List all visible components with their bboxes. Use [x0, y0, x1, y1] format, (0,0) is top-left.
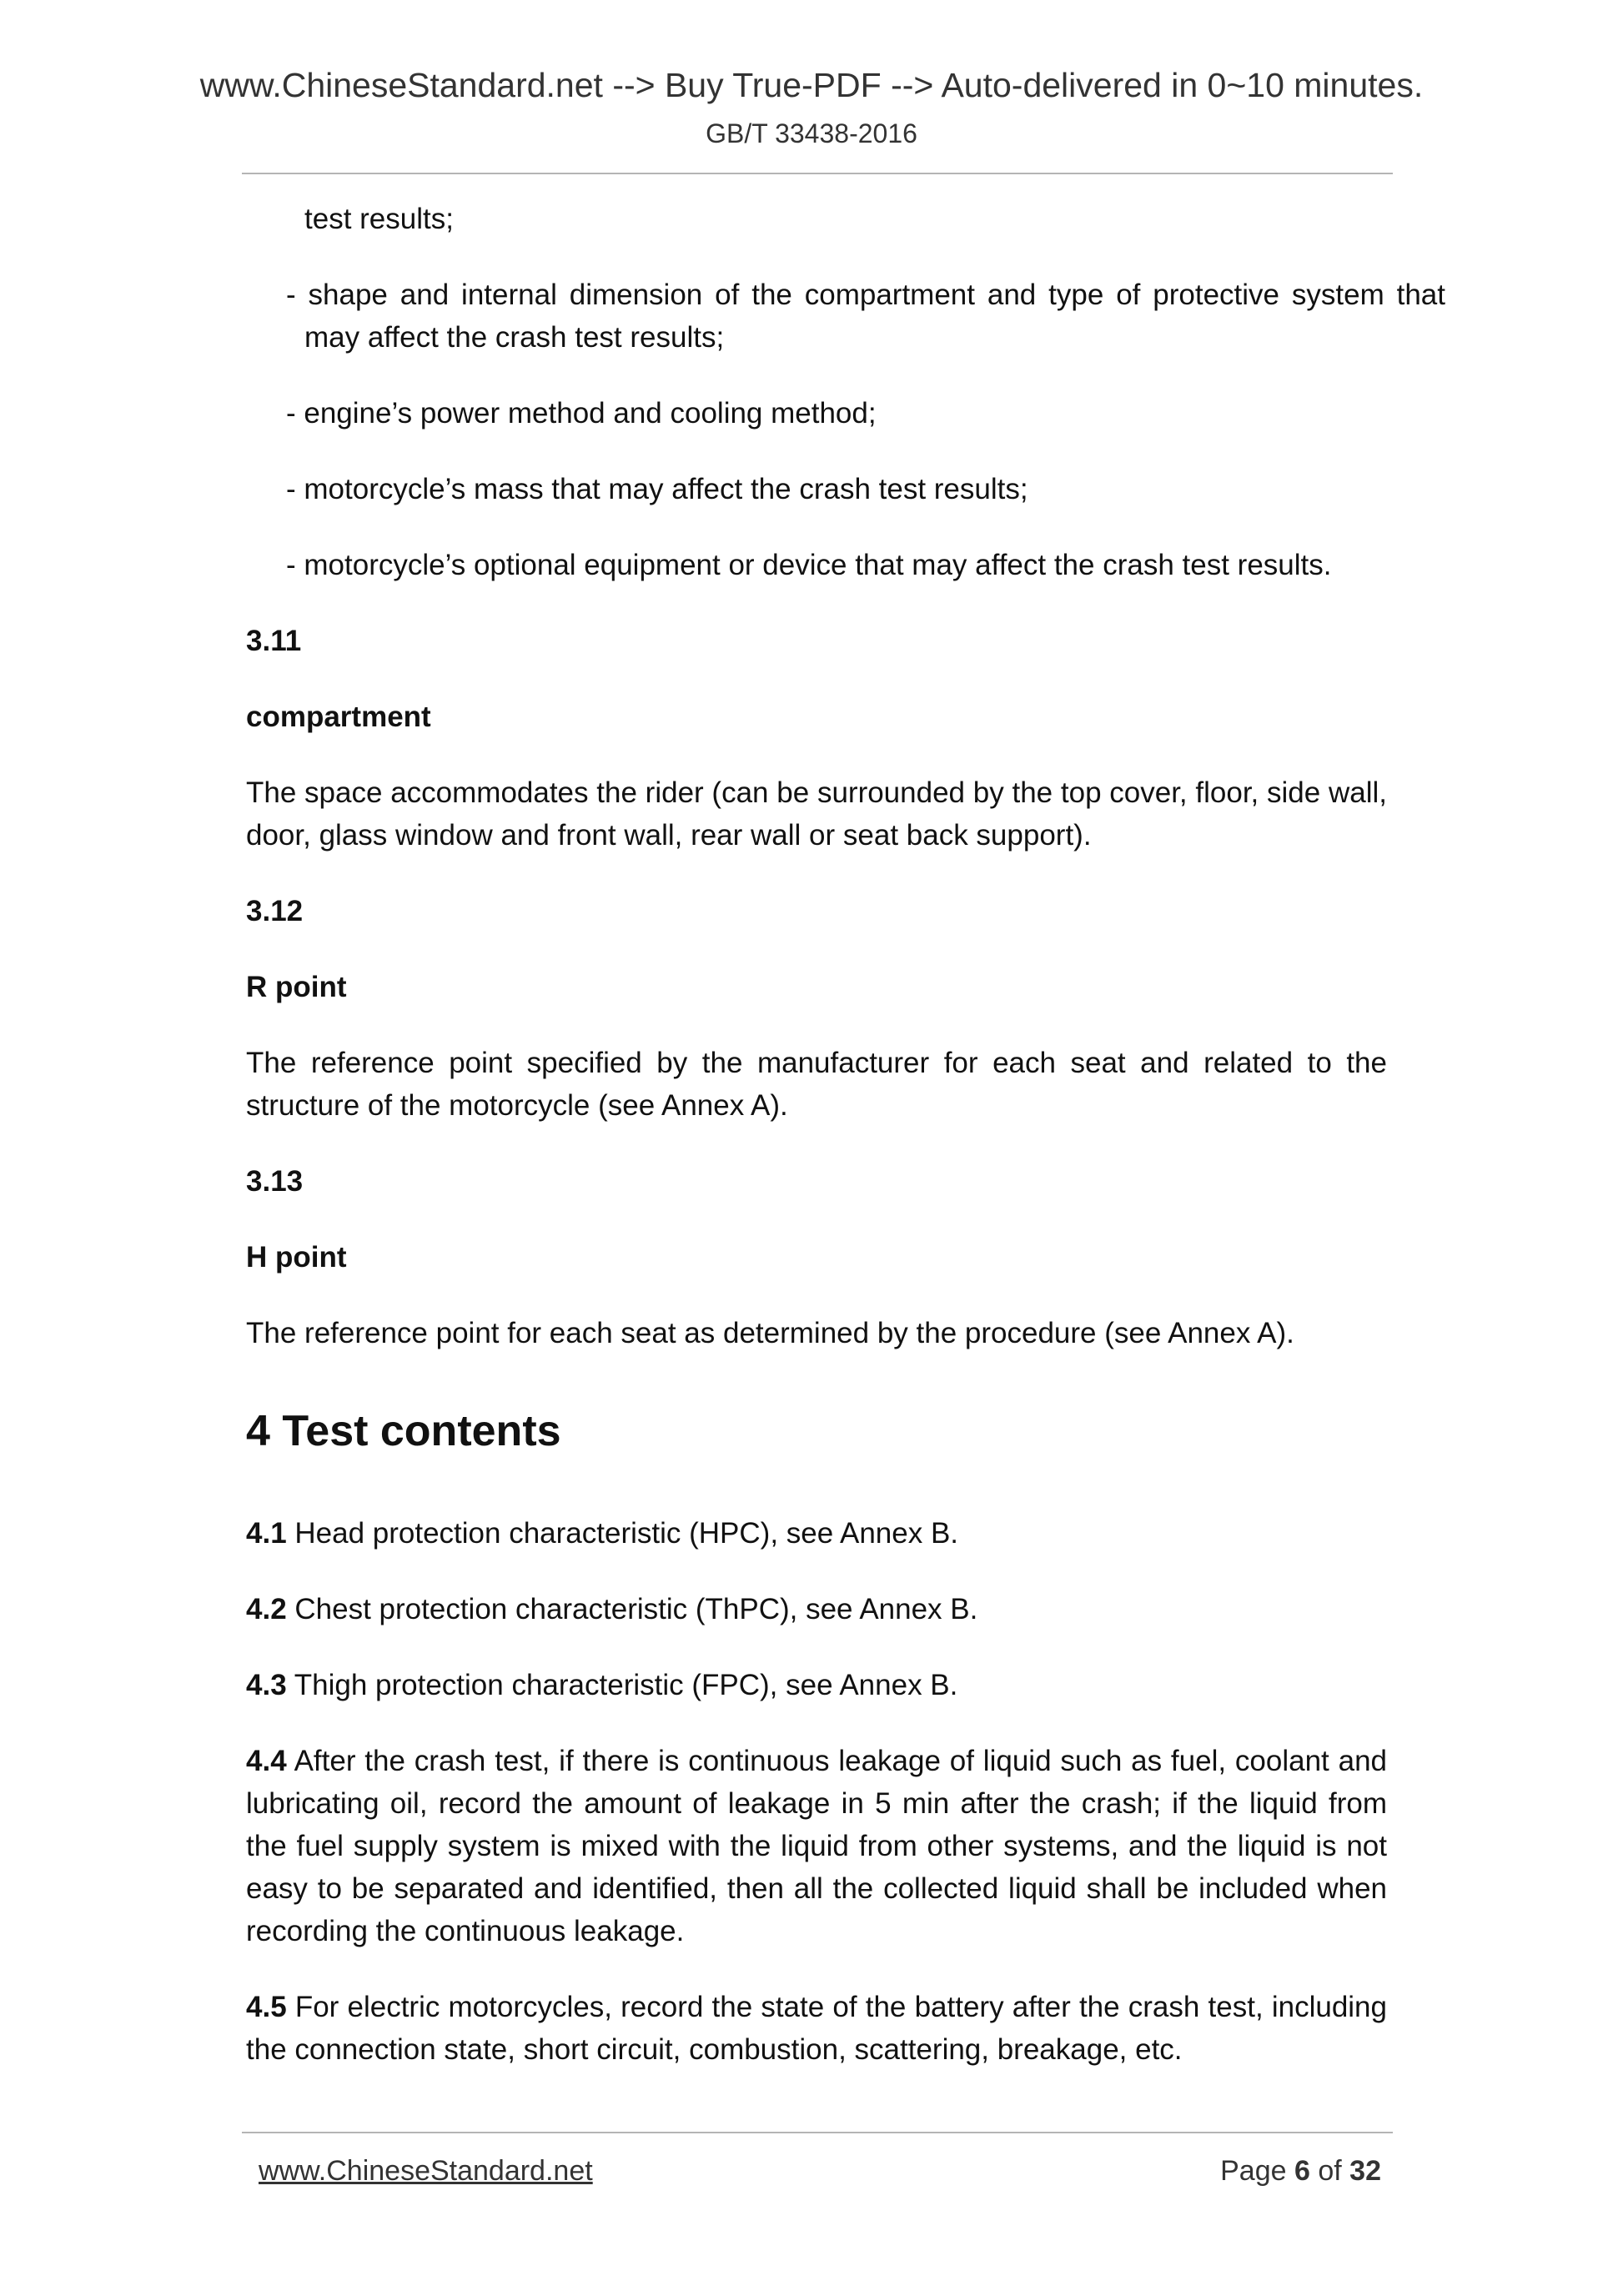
definition-number: 3.13 — [246, 1165, 304, 1198]
bullet-item: - engine’s power method and cooling method; — [286, 397, 877, 430]
standard-code: GB/T 33438-2016 — [706, 118, 917, 148]
clause-number: 4.1 — [246, 1517, 287, 1550]
clause — [246, 1512, 1387, 1555]
bullet-item: - motorcycle’s mass that may affect the crash test results; — [286, 473, 1028, 505]
definition-term: compartment — [246, 701, 431, 733]
clause-text: Thigh protection characteristic (FPC), see Annex B. — [294, 1669, 958, 1701]
clause-number: 4.3 — [246, 1669, 287, 1701]
footer-site-link[interactable]: www.ChineseStandard.net — [259, 2155, 593, 2187]
footer-divider — [242, 2132, 1393, 2133]
page-current: 6 — [1294, 2155, 1310, 2187]
page-of: of — [1318, 2155, 1342, 2187]
clause — [246, 1588, 1387, 1630]
definition-term: H point — [246, 1241, 347, 1274]
continued-line: test results; — [304, 203, 454, 235]
clause-number: 4.2 — [246, 1593, 287, 1625]
clause-text: For electric motorcycles, record the state of the battery after the crash test, including the connection state, short circuit, combustion, scattering, breakage, etc. — [246, 1991, 1387, 2066]
clause-number: 4.4 — [246, 1745, 287, 1777]
header-divider — [242, 173, 1393, 174]
section-heading: 4 Test contents — [246, 1407, 561, 1455]
definition-text: The reference point for each seat as determined by the procedure (see Annex A). — [246, 1317, 1294, 1349]
bullet-item: - motorcycle’s optional equipment or device that may affect the crash test results. — [286, 549, 1332, 581]
clause-text: Chest protection characteristic (ThPC), see Annex B. — [294, 1593, 978, 1625]
clause-text: After the crash test, if there is continuous leakage of liquid such as fuel, coolant and lubricating oil, record the amount of leakage in 5 min after the crash; if the liquid from the fuel supply system is mixed with the liquid from other systems, and the liquid is not easy to be separated and identified, then all the collected liquid shall be included when recording the continuous leakage. — [246, 1745, 1387, 1947]
page-prefix: Page — [1220, 2155, 1287, 2187]
page-total: 32 — [1349, 2155, 1381, 2187]
definition-text: The space accommodates the rider (can be surrounded by the top cover, floor, side wall, door, glass window and front wall, rear wall or seat back support). — [246, 776, 1387, 852]
header-banner: www.ChineseStandard.net --> Buy True-PDF --> Auto-delivered in 0~10 minutes. — [199, 66, 1424, 104]
bullet-item: - shape and internal dimension of the compartment and type of protective system that may affect the crash test results; — [286, 279, 1445, 354]
clause — [246, 1664, 1387, 1706]
clause-number: 4.5 — [246, 1991, 287, 2023]
definition-term: R point — [246, 971, 347, 1003]
clause-text: Head protection characteristic (HPC), see Annex B. — [294, 1517, 959, 1550]
clause — [246, 1986, 1387, 2071]
clause — [246, 1740, 1387, 1952]
page-number — [1220, 2155, 1381, 2188]
definition-number: 3.11 — [246, 625, 302, 657]
definition-number: 3.12 — [246, 895, 304, 927]
definition-text: The reference point specified by the manufacturer for each seat and related to the structure of the motorcycle (see Annex A). — [246, 1047, 1387, 1122]
